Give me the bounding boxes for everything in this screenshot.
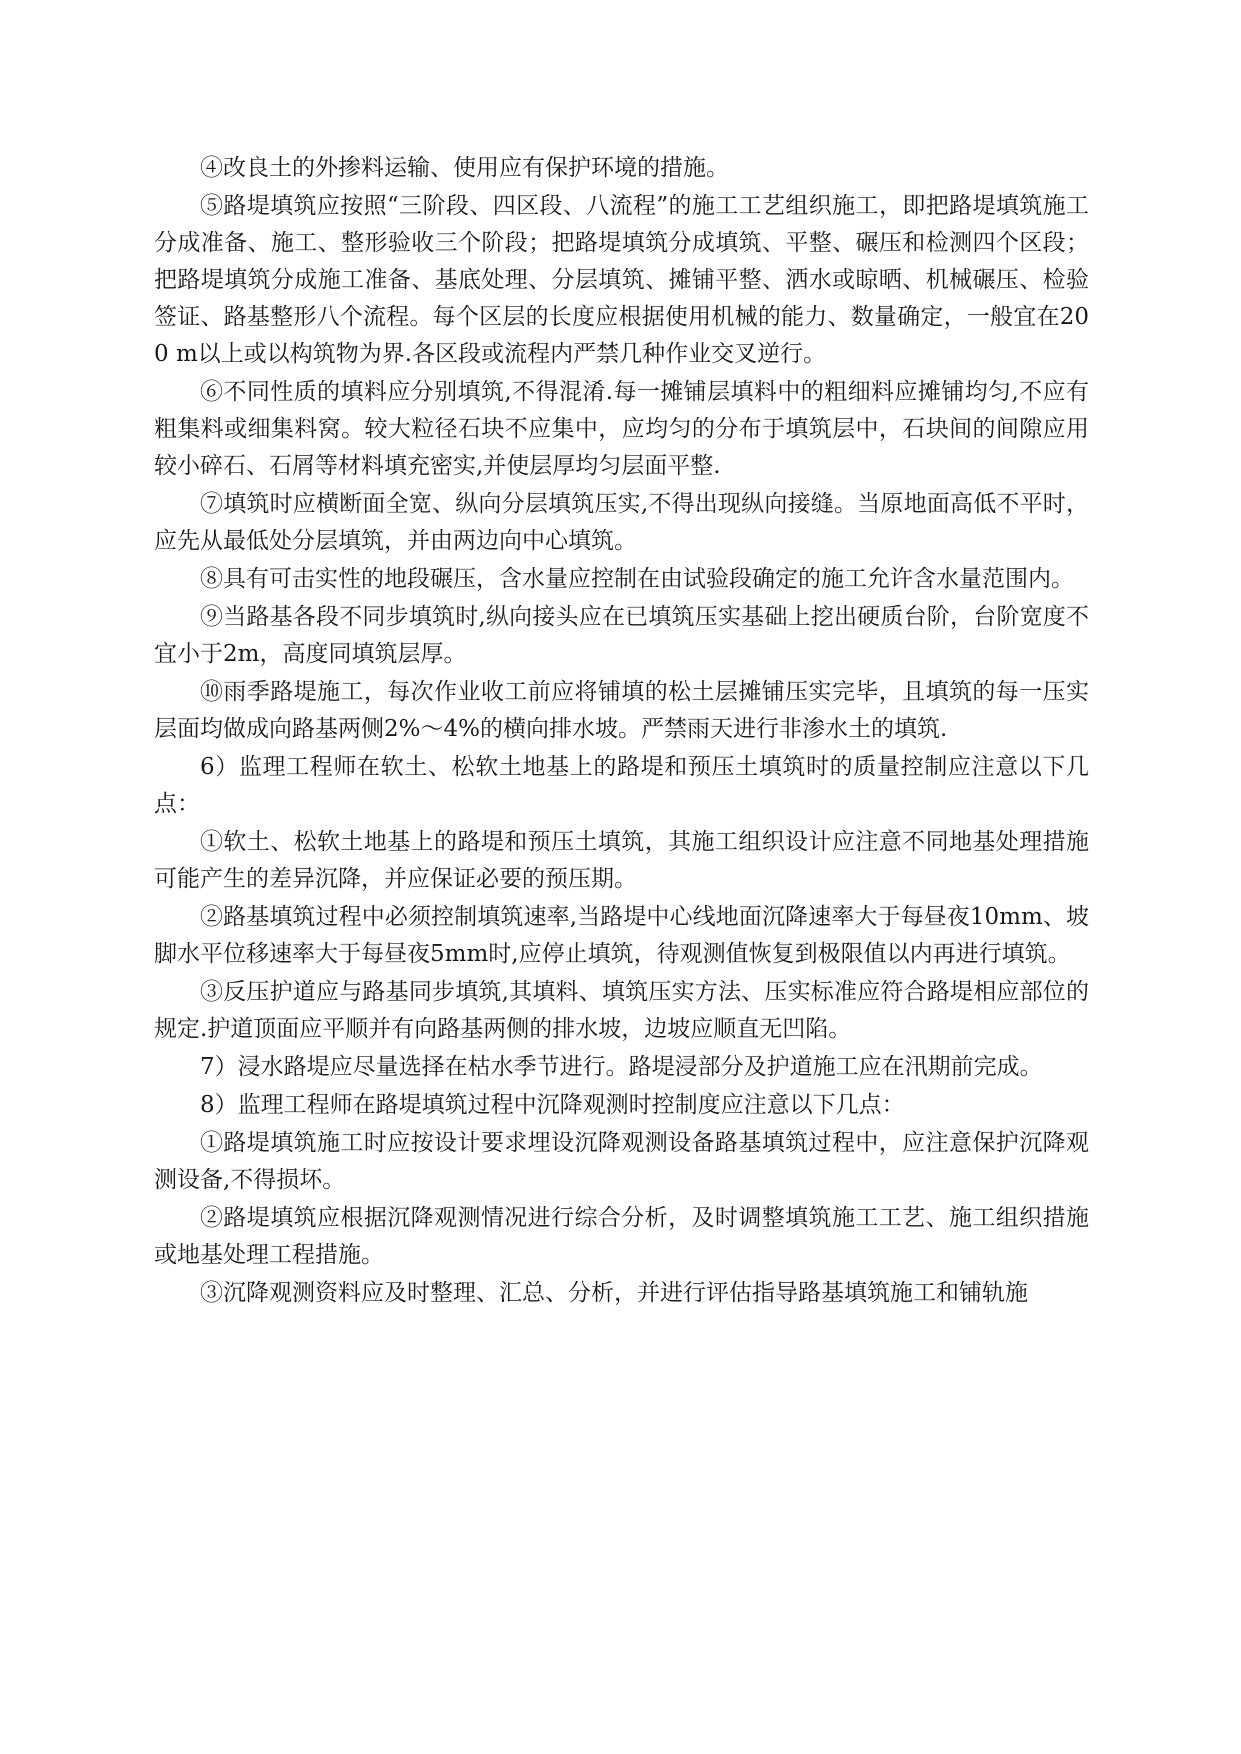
paragraph-section-8-item-3: ③沉降观测资料应及时整理、汇总、分析，并进行评估指导路基填筑施工和铺轨施 xyxy=(200,1280,1028,1306)
paragraph-section-6-heading: 6）监理工程师在软土、松软土地基上的路堤和预压土填筑时的质量控制应注意以下几点： xyxy=(154,754,1089,817)
paragraph-section-6-item-1: ①软土、松软土地基上的路堤和预压土填筑，其施工组织设计应注意不同地基处理措施可能产生的差异沉降，并应保证必要的预压期。 xyxy=(154,829,1089,892)
paragraph-section-8-item-1: ①路堤填筑施工时应按设计要求埋设沉降观测设备路基填筑过程中，应注意保护沉降观测设备,不得损坏。 xyxy=(154,1130,1089,1193)
paragraph-section-8-heading: 8）监理工程师在路堤填筑过程中沉降观测时控制度应注意以下几点： xyxy=(200,1092,905,1118)
paragraph-item-5-three-stages: ⑤路堤填筑应按照“三阶段、四区段、八流程”的施工工艺组织施工，即把路堤填筑施工分成准备、施工、整形验收三个阶段；把路堤填筑分成填筑、平整、碾压和检测四个区段；把路堤填筑分成施工准备、基底处理、分层填筑、摊铺平整、洒水或晾晒、机械碾压、检验签证、路基整形八个流程。每个区层的长度应根据使用机械的能力、数量确定，一般宜在200 m以上或以构筑物为界.各区段或流程内严禁几种作业交叉逆行。 xyxy=(154,193,1089,367)
paragraph-item-4-admixture: ④改良土的外掺料运输、使用应有保护环境的措施。 xyxy=(200,155,729,181)
paragraph-item-10-rainy-season: ⑩雨季路堤施工，每次作业收工前应将铺填的松土层摊铺压实完毕，且填筑的每一压实层面均做成向路基两侧2%～4%的横向排水坡。严禁雨天进行非渗水土的填筑. xyxy=(154,679,1089,742)
paragraph-item-8-compaction: ⑧具有可击实性的地段碾压，含水量应控制在由试验段确定的施工允许含水量范围内。 xyxy=(200,566,1074,592)
paragraph-item-7-layered-filling: ⑦填筑时应横断面全宽、纵向分层填筑压实,不得出现纵向接缝。当原地面高低不平时，应先从最低处分层填筑，并由两边向中心填筑。 xyxy=(154,491,1089,554)
paragraph-section-8-item-2: ②路堤填筑应根据沉降观测情况进行综合分析，及时调整填筑施工工艺、施工组织措施或地基处理工程措施。 xyxy=(154,1205,1089,1268)
paragraph-item-6-fill-materials: ⑥不同性质的填料应分别填筑,不得混淆.每一摊铺层填料中的粗细料应摊铺均匀,不应有粗集料或细集料窝。较大粒径石块不应集中，应均匀的分布于填筑层中，石块间的间隙应用较小碎石、石屑等材料填充密实,并使层厚均匀层面平整. xyxy=(154,379,1089,479)
paragraph-section-7: 7）浸水路堤应尽量选择在枯水季节进行。路堤浸部分及护道施工应在汛期前完成。 xyxy=(200,1054,1043,1080)
paragraph-section-6-item-2: ②路基填筑过程中必须控制填筑速率,当路堤中心线地面沉降速率大于每昼夜10mm、坡脚水平位移速率大于每昼夜5mm时,应停止填筑，待观测值恢复到极限值以内再进行填筑。 xyxy=(154,904,1089,967)
paragraph-section-6-item-3: ③反压护道应与路基同步填筑,其填料、填筑压实方法、压实标准应符合路堤相应部位的规定.护道顶面应平顺并有向路基两侧的排水坡，边坡应顺直无凹陷。 xyxy=(154,979,1089,1042)
paragraph-item-9-steps: ⑨当路基各段不同步填筑时,纵向接头应在已填筑压实基础上挖出硬质台阶，台阶宽度不宜小于2m，高度同填筑层厚。 xyxy=(154,604,1089,667)
body-text xyxy=(154,150,1089,1313)
